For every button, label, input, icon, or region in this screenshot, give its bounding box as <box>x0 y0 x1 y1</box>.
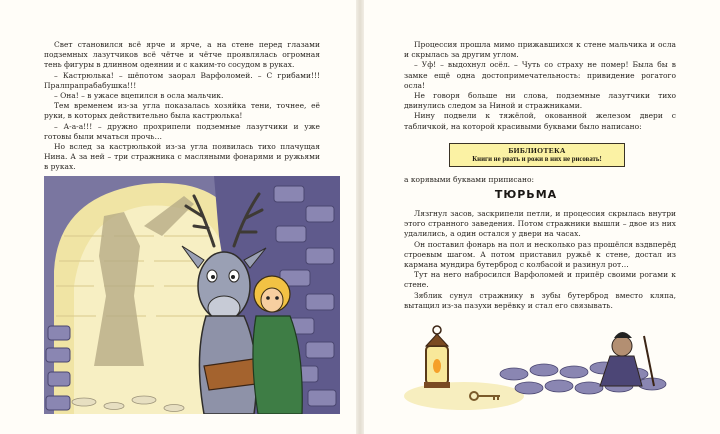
book-gutter <box>356 0 364 434</box>
paragraph: Тем временем из-за угла показалась хозяйка тени, точнее, её руки, в которых действительно была кастрюлька! <box>44 101 320 121</box>
paragraph: Но вслед за кастрюлькой из-за угла появилась тихо плачущая Нина. А за ней – три стражника с масляными фонарями и ружьями в руках. <box>44 142 320 172</box>
illustration-donkey-boy-shadow <box>44 176 340 414</box>
right-page-text-top <box>404 40 676 132</box>
paragraph: Лязгнул засов, заскрипели петли, и процессия скрылась внутри этого странного заведения. Потом стражники вышли – двое из них удалились, а один остался у двери на часах. <box>404 209 676 239</box>
illustration-lantern-guard <box>404 316 686 418</box>
paragraph: Не говоря больше ни слова, подземные лазутчики тихо двинулись следом за Ниной и стражниками. <box>404 91 676 111</box>
paragraph: а корявыми буквами приписано: <box>404 175 535 184</box>
sign-subtitle: Книги не рвать и рожи в них не рисовать! <box>472 156 602 163</box>
right-page-text-bottom <box>404 209 676 311</box>
paragraph: – А-а-а!!! – дружно прохрипели подземные лазутчики и уже готовы были мчаться прочь… <box>44 121 320 141</box>
paragraph: Он поставил фонарь на пол и несколько раз прошёлся вздвперёд строевым шагом. А потом приставил ружьё к стене, достал из кармана мундира бутерброд с колбасой и разинул рот… <box>404 239 676 270</box>
scrawl-intro <box>404 175 676 185</box>
paragraph: – Уф! – выдохнул осёл. – Чуть со страху не помер! Была бы в замке ещё одна достопримечательность: привидение рогатого осла! <box>404 60 676 90</box>
left-page-text <box>44 40 320 173</box>
paragraph: Свет становился всё ярче и ярче, а на стене перед глазами подземных лазутчиков всё чётче и чётче проявлялась огромная тень фигуры в длинном одеянии и с каким-то сосудом в руках. <box>44 40 320 70</box>
library-sign <box>449 143 625 167</box>
paragraph: Нину подвели к тяжёлой, окованной железом двери с табличкой, на которой красивыми буквами было написано: <box>404 111 676 131</box>
paragraph: Зяблик сунул стражнику в зубы бутерброд вместо кляпа, вытащил из-за пазухи верёвку и стал его связывать. <box>404 290 676 310</box>
paragraph: – Кастрюлька! – шёпотом заорал Варфоломей. – С грибами!!! Пралпрапрабабушка!!! <box>44 70 320 90</box>
scrawled-word: ТЮРЬМА <box>494 188 558 201</box>
sign-title: БИБЛИОТЕКА <box>508 146 566 155</box>
paragraph: Тут на него набросился Варфоломей и припёр своими рогами к стене. <box>404 270 676 290</box>
paragraph: Процессия прошла мимо прижавшихся к стене мальчика и осла и скрылась за другим углом. <box>404 40 676 60</box>
paragraph: – Она! – в ужасе вцепился в осла мальчик. <box>54 91 224 101</box>
